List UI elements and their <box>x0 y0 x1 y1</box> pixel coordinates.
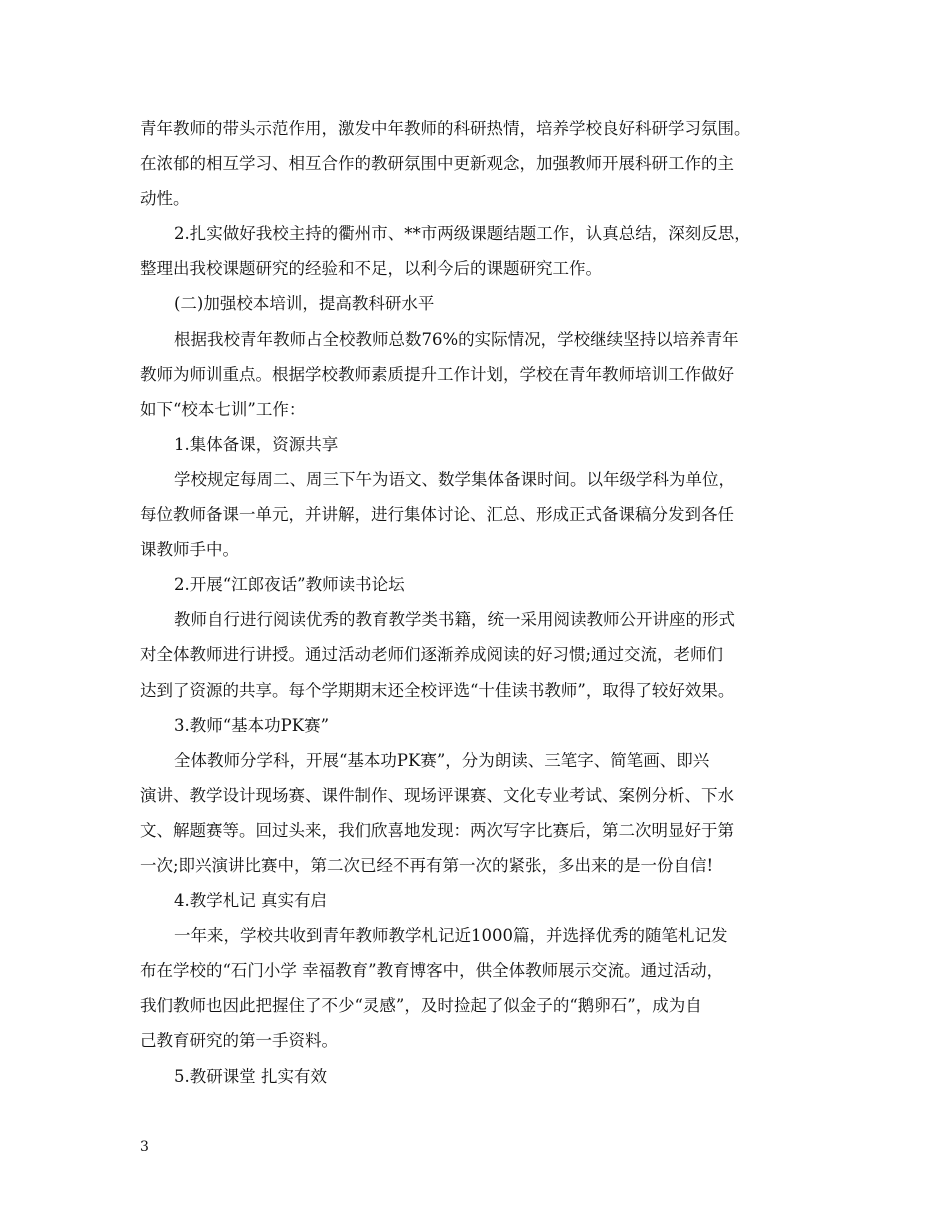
text-line: 2.扎实做好我校主持的衢州市、**市两级课题结题工作，认真总结，深刻反思， <box>174 224 751 244</box>
text-line: 每位教师备课一单元，并讲解，进行集体讨论、汇总、形成正式备课稿分发到各任 <box>140 505 734 525</box>
text-line: 学校规定每周二、周三下午为语文、数学集体备课时间。以年级学科为单位， <box>174 469 735 489</box>
text-line: 一年来，学校共收到青年教师教学札记近1000篇，并选择优秀的随笔札记发 <box>174 926 728 946</box>
text-line: 一次;即兴演讲比赛中，第二次已经不再有第一次的紧张，多出来的是一份自信! <box>140 855 714 875</box>
text-line: 5.教研课堂 扎实有效 <box>174 1066 327 1086</box>
text-line: 4.教学札记 真实有启 <box>174 891 327 911</box>
text-line: 教师为师训重点。根据学校教师素质提升工作计划，学校在青年教师培训工作做好 <box>140 364 734 384</box>
text-line: 对全体教师进行讲授。通过活动老师们逐渐养成阅读的好习惯;通过交流，老师们 <box>140 645 724 665</box>
text-line: 教师自行进行阅读优秀的教育教学类书籍，统一采用阅读教师公开讲座的形式 <box>174 610 735 630</box>
text-line: 课教师手中。 <box>140 540 239 560</box>
text-line: 全体教师分学科，开展“基本功PK赛”，分为朗读、三笔字、简笔画、即兴 <box>174 750 710 770</box>
text-line: 整理出我校课题研究的经验和不足，以利今后的课题研究工作。 <box>140 259 602 279</box>
text-line: 文、解题赛等。回过头来，我们欣喜地发现：两次写字比赛后，第二次明显好于第 <box>140 820 734 840</box>
text-line: 1.集体备课，资源共享 <box>174 434 339 454</box>
text-line: 动性。 <box>140 189 190 209</box>
text-line: (二)加强校本培训，提高教科研水平 <box>174 294 435 314</box>
text-line: 布在学校的“石门小学 幸福教育”教育博客中，供全体教师展示交流。通过活动， <box>140 961 724 981</box>
text-line: 3.教师“基本功PK赛” <box>174 715 330 735</box>
text-line: 如下“校本七训”工作： <box>140 399 306 419</box>
text-line: 己教育研究的第一手资料。 <box>140 1031 338 1051</box>
text-line: 演讲、教学设计现场赛、课件制作、现场评课赛、文化专业考试、案例分析、下水 <box>140 785 734 805</box>
text-line: 根据我校青年教师占全校教师总数76%的实际情况，学校继续坚持以培养青年 <box>174 329 739 349</box>
text-line: 青年教师的带头示范作用，激发中年教师的科研热情，培养学校良好科研学习氛围。 <box>140 119 751 138</box>
page-number: 3 <box>140 1139 149 1155</box>
text-line: 在浓郁的相互学习、相互合作的教研氛围中更新观念，加强教师开展科研工作的主 <box>140 154 734 174</box>
text-line: 达到了资源的共享。每个学期期末还全校评选“十佳读书教师”，取得了较好效果。 <box>140 680 735 700</box>
document-body <box>140 111 820 1094</box>
text-line: 2.开展“江郎夜话”教师读书论坛 <box>174 575 405 595</box>
text-line: 我们教师也因此把握住了不少“灵感”，及时捡起了似金子的“鹅卵石”，成为自 <box>140 996 702 1016</box>
